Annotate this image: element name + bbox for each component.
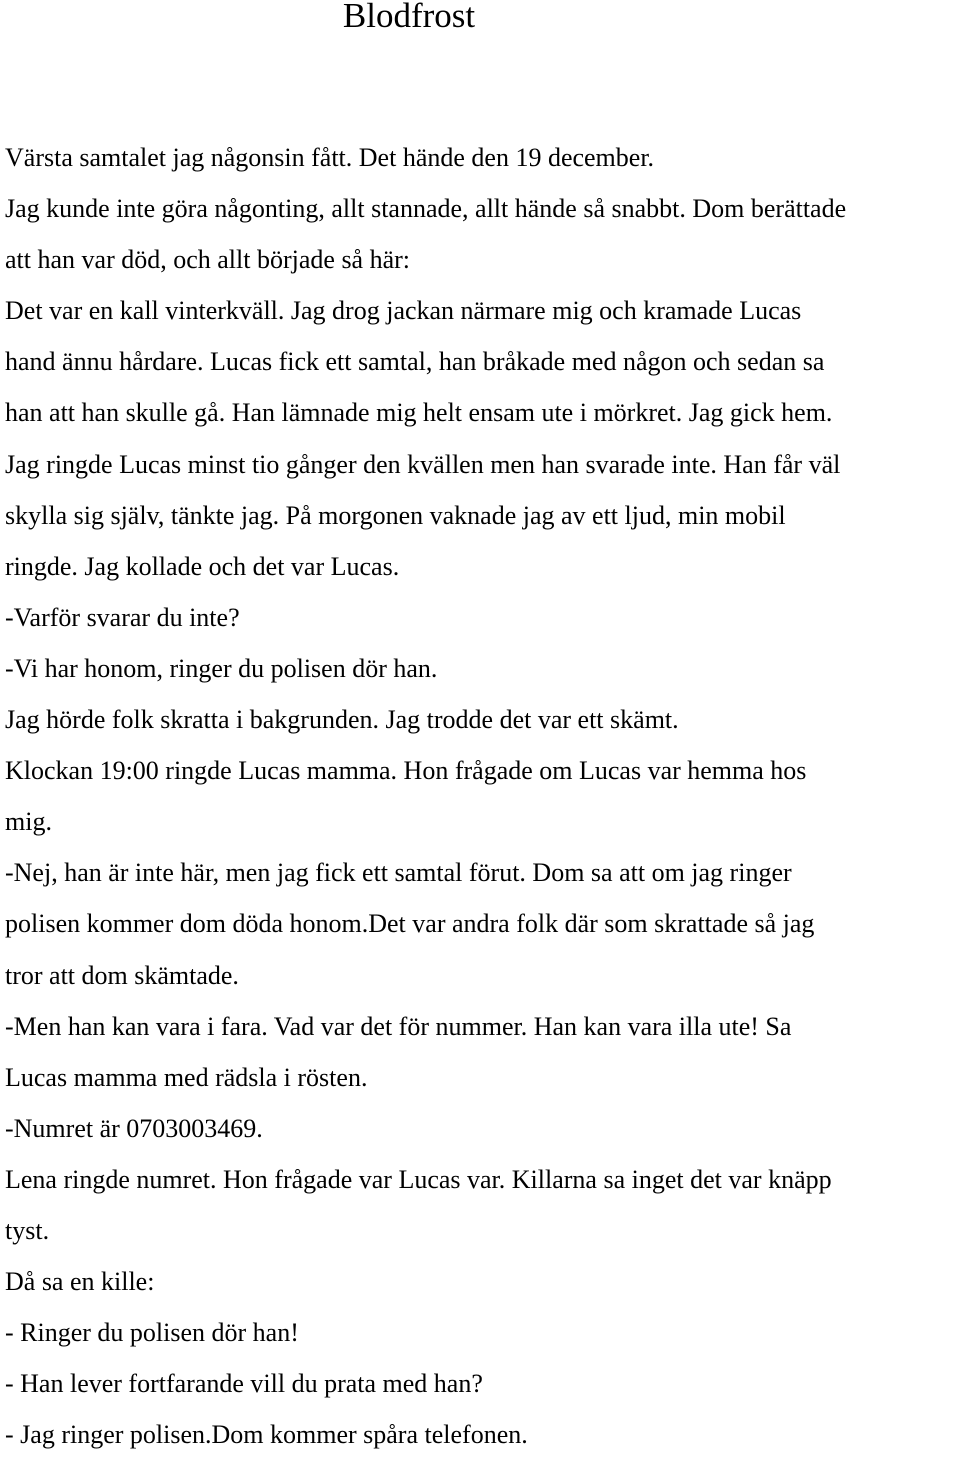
text-line: Jag ringde Lucas minst tio gånger den kvällen men han svarade inte. Han får väl [5, 449, 841, 479]
text-line: han att han skulle gå. Han lämnade mig helt ensam ute i mörkret. Jag gick hem. [5, 398, 833, 428]
text-line: -Varför svarar du inte? [5, 602, 240, 632]
text-line: Klockan 19:00 ringde Lucas mamma. Hon frågade om Lucas var hemma hos [5, 756, 807, 786]
text-line: tyst. [5, 1215, 50, 1245]
text-line: - Han lever fortfarande vill du prata med han? [5, 1369, 483, 1399]
text-line: Då sa en kille: [5, 1267, 155, 1297]
text-line: - Ringer du polisen dör han! [5, 1318, 299, 1348]
text-line: att han var död, och allt började så här: [5, 245, 411, 275]
text-line: -Numret är 0703003469. [5, 1113, 263, 1143]
text-line: mig. [5, 807, 52, 837]
text-line: ringde. Jag kollade och det var Lucas. [5, 551, 400, 581]
document-body [5, 132, 960, 1460]
text-line: -Vi har honom, ringer du polisen dör han. [5, 653, 438, 683]
text-line: tror att dom skämtade. [5, 960, 239, 990]
text-line: Jag kunde inte göra någonting, allt stannade, allt hände så snabbt. Dom berättade [5, 194, 847, 224]
text-line: Det var en kall vinterkväll. Jag drog jackan närmare mig och kramade Lucas [5, 296, 802, 326]
text-line: - Jag ringer polisen.Dom kommer spåra telefonen. [5, 1420, 528, 1450]
text-line: -Nej, han är inte här, men jag fick ett samtal förut. Dom sa att om jag ringer [5, 858, 792, 888]
text-line: -Men han kan vara i fara. Vad var det för nummer. Han kan vara illa ute! Sa [5, 1011, 792, 1041]
text-line: hand ännu hårdare. Lucas fick ett samtal, han bråkade med någon och sedan sa [5, 347, 825, 377]
text-line: Lena ringde numret. Hon frågade var Lucas var. Killarna sa inget det var knäpp [5, 1164, 832, 1194]
document-title: Blodfrost [342, 0, 476, 35]
text-line: polisen kommer dom döda honom.Det var andra folk där som skrattade så jag [5, 909, 815, 939]
text-line: Värsta samtalet jag någonsin fått. Det hände den 19 december. [5, 143, 655, 172]
text-line: Lucas mamma med rädsla i rösten. [5, 1062, 368, 1092]
text-line: skylla sig själv, tänkte jag. På morgonen vaknade jag av ett ljud, min mobil [5, 500, 786, 530]
text-line: Jag hörde folk skratta i bakgrunden. Jag trodde det var ett skämt. [5, 705, 679, 735]
